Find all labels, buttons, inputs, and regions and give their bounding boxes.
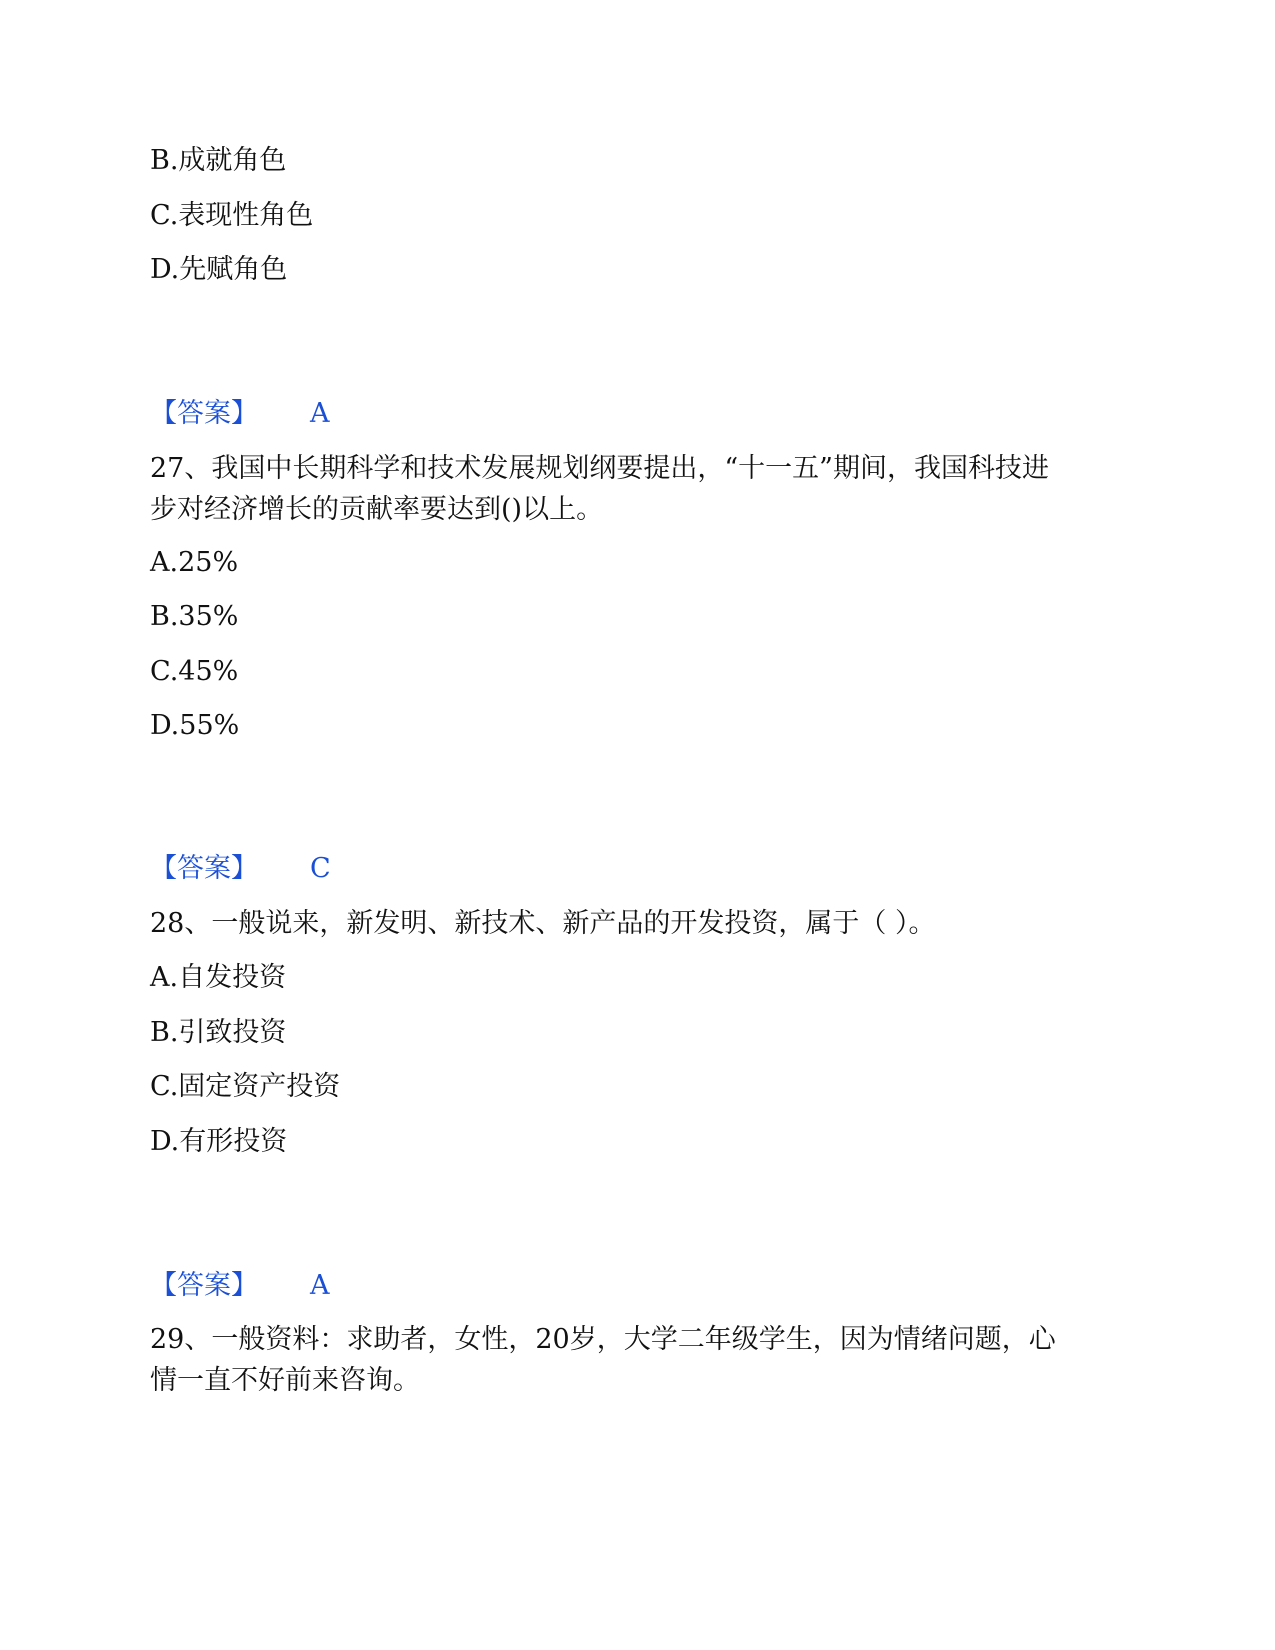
q29-stem-line1: 29、一般资料：求助者，女性，20岁，大学二年级学生，因为情绪问题，心 (150, 1324, 1056, 1355)
answer-label: 【答案】 (150, 853, 258, 884)
q27-stem-line1: 27、我国中长期科学和技术发展规划纲要提出，“十一五”期间，我国科技进 (150, 453, 1049, 484)
q27-option-a: A.25% (150, 547, 239, 578)
q26-option-d: D.先赋角色 (150, 254, 288, 285)
q26-option-b: B.成就角色 (150, 145, 287, 176)
q28-option-a: A.自发投资 (150, 962, 287, 993)
q28-stem: 28、一般说来，新发明、新技术、新产品的开发投资，属于（ ）。 (150, 908, 936, 939)
q26-option-c: C.表现性角色 (150, 200, 314, 231)
q27-stem-line2: 步对经济增长的贡献率要达到()以上。 (150, 494, 604, 525)
q28-answer (150, 1270, 330, 1302)
q28-option-d: D.有形投资 (150, 1126, 288, 1157)
answer-value: C (310, 853, 331, 884)
answer-value: A (310, 1270, 330, 1301)
q29-stem-line2: 情一直不好前来咨询。 (150, 1365, 420, 1396)
q26-answer (150, 398, 330, 430)
q28-option-b: B.引致投资 (150, 1017, 287, 1048)
answer-label: 【答案】 (150, 1270, 258, 1301)
q27-answer (150, 853, 331, 885)
q28-option-c: C.固定资产投资 (150, 1071, 341, 1102)
answer-value: A (310, 398, 330, 429)
q27-option-b: B.35% (150, 601, 239, 632)
answer-label: 【答案】 (150, 398, 258, 429)
q27-option-d: D.55% (150, 710, 240, 741)
q27-option-c: C.45% (150, 656, 239, 687)
